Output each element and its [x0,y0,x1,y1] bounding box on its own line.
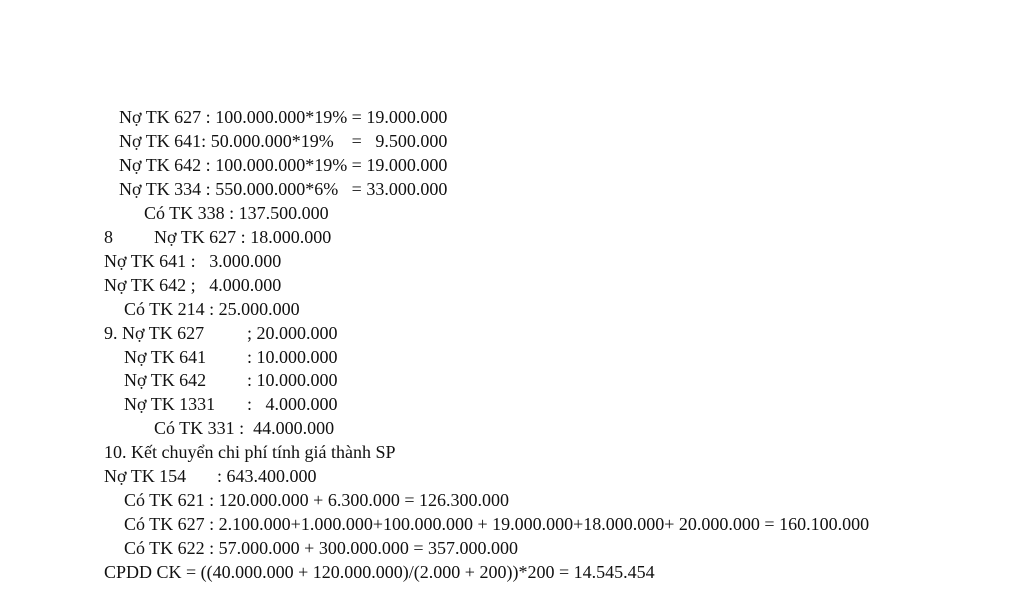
journal-line: Nợ TK 642 : 100.000.000*19% = 19.000.000 [119,155,448,175]
formula-line: CPDD CK = ((40.000.000 + 120.000.000)/(2.000 + 200))*200 = 14.545.454 [104,562,655,582]
journal-line: Có TK 214 : 25.000.000 [124,299,300,319]
journal-account: Nợ TK 642 [124,370,207,390]
journal-line: Có TK 622 : 57.000.000 + 300.000.000 = 357.000.000 [124,538,518,558]
journal-account: Nợ TK 641 [124,347,207,367]
journal-account: 9. Nợ TK 627 [104,323,205,343]
section-heading: 10. Kết chuyển chi phí tính giá thành SP [104,442,396,462]
journal-line: Nợ TK 641 : 3.000.000 [104,251,282,271]
journal-line: Có TK 627 : 2.100.000+1.000.000+100.000.000 + 19.000.000+18.000.000+ 20.000.000 = 160.100.000 [124,514,870,534]
journal-account: Nợ TK 154 [104,466,187,486]
journal-line: Nợ TK 334 : 550.000.000*6% = 33.000.000 [119,179,448,199]
journal-amount: ; 20.000.000 [247,323,338,343]
journal-line: Nợ TK 641: 50.000.000*19% = 9.500.000 [119,131,448,151]
journal-line: Có TK 338 : 137.500.000 [144,203,329,223]
journal-amount: : 10.000.000 [247,370,338,390]
journal-line: Nợ TK 627 : 100.000.000*19% = 19.000.000 [119,107,448,127]
journal-amount: : 643.400.000 [217,466,317,486]
journal-line: Có TK 621 : 120.000.000 + 6.300.000 = 126.300.000 [124,490,509,510]
journal-amount: : 10.000.000 [247,347,338,367]
journal-line: Nợ TK 627 : 18.000.000 [154,227,332,247]
journal-account: Nợ TK 1331 [124,394,216,414]
journal-line: Nợ TK 642 ; 4.000.000 [104,275,282,295]
entry-number: 8 [104,227,113,247]
journal-line: Có TK 331 : 44.000.000 [154,418,335,438]
journal-amount: : 4.000.000 [247,394,338,414]
